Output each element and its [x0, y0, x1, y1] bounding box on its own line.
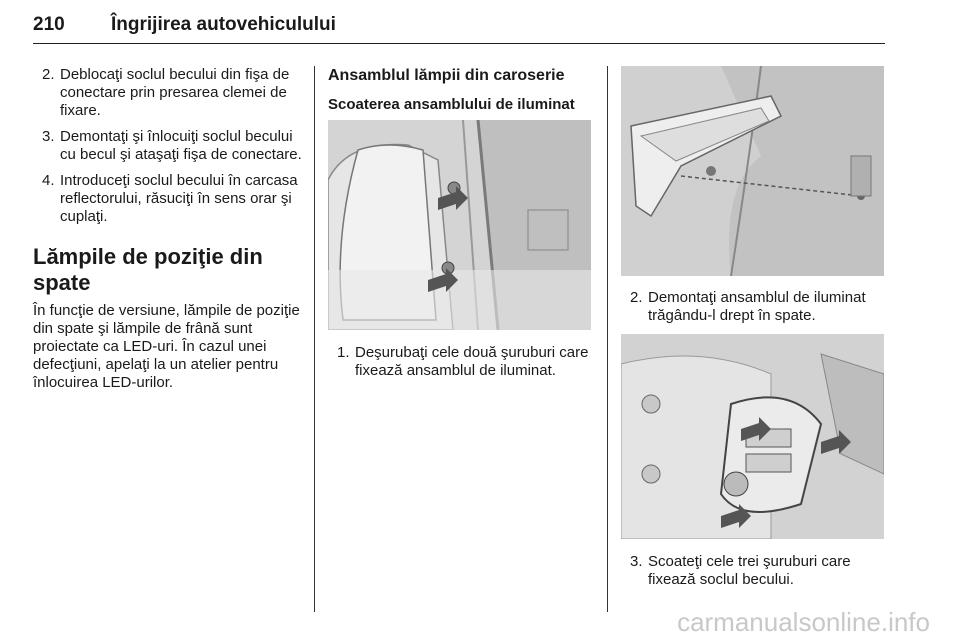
step-number: 4.: [42, 172, 55, 189]
illustration-svg: [621, 334, 884, 539]
step-number: 3.: [630, 553, 643, 570]
figure-tail-lamp-screws: [328, 120, 591, 330]
column-1: [33, 66, 303, 392]
step-text: Demontaţi şi înlocuiţi soclul becului cu becul şi ataşaţi fişa de conectare.: [60, 128, 302, 163]
list-item: [33, 172, 303, 226]
page-number: 210: [33, 14, 65, 35]
step-text: Demontaţi ansamblul de iluminat trăgându-l drept în spate.: [648, 289, 866, 324]
illustration-svg: [621, 66, 884, 276]
figure-bulb-socket-screws: [621, 334, 884, 539]
step-list-col2: [328, 344, 594, 380]
step-text: Scoateţi cele trei şuruburi care fixează soclul becului.: [648, 553, 851, 588]
list-item: [33, 128, 303, 164]
step-text: Deblocaţi soclul becului din fişa de conectare prin presarea clemei de fixare.: [60, 66, 290, 119]
list-item: [621, 289, 886, 325]
step-text: Deşurubaţi cele două şuruburi care fixează ansamblul de iluminat.: [355, 344, 589, 379]
header-divider: [33, 43, 885, 44]
column-3-step3: [621, 553, 886, 597]
section-paragraph: În funcţie de versiune, lămpile de poziţie din spate şi lămpile de frână sunt proiectate ca LED-uri. În cazul unei defecţiuni, apelaţi la un atelier pentru înlocuirea LED-urilor.: [33, 302, 300, 391]
list-item: [328, 344, 594, 380]
step-list-col3a: [621, 289, 886, 325]
section-subheading: Scoaterea ansamblului de iluminat: [328, 96, 575, 113]
step-number: 2.: [630, 289, 643, 306]
list-item: [621, 553, 886, 589]
page-header: [33, 14, 885, 46]
figure-lamp-removal: [621, 66, 884, 276]
step-number: 1.: [337, 344, 350, 361]
step-number: 2.: [42, 66, 55, 83]
section-heading: Ansamblul lămpii din caroserie: [328, 67, 565, 84]
step-list-col1: [33, 66, 303, 226]
step-number: 3.: [42, 128, 55, 145]
page-title: Îngrijirea autovehiculului: [111, 14, 336, 35]
column-2-steps: [328, 344, 594, 388]
section-title: Lămpile de poziţie din spate: [33, 244, 263, 295]
column-divider-1: [314, 66, 315, 612]
watermark: carmanualsonline.info: [677, 607, 930, 637]
column-3-step2: [621, 289, 886, 333]
step-list-col3b: [621, 553, 886, 589]
list-item: [33, 66, 303, 120]
column-divider-2: [607, 66, 608, 612]
step-text: Introduceţi soclul becului în carcasa reflectorului, răsuciţi în sens orar şi cuplaţi.: [60, 172, 298, 225]
illustration-svg: [328, 120, 591, 330]
